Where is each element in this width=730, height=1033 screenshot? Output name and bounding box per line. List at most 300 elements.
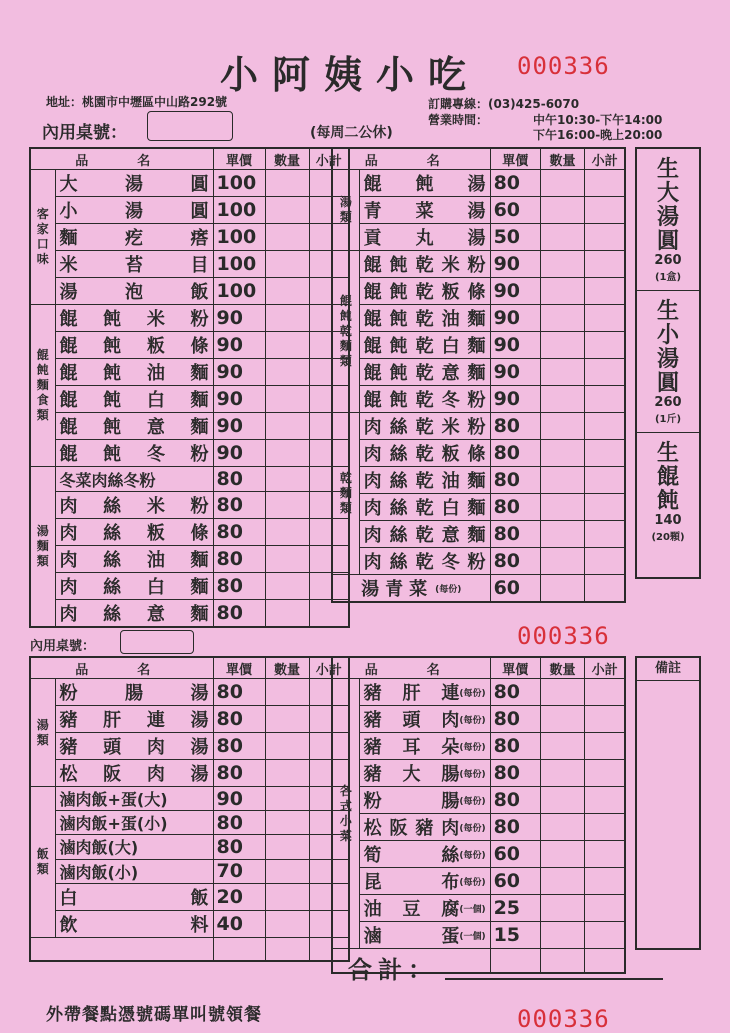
item-price: 80 — [213, 492, 265, 519]
item-price: 80 — [213, 546, 265, 573]
shop-title: 小阿姨小吃 — [220, 52, 481, 97]
item-name: 湯青菜 (每份) — [332, 575, 490, 603]
qty-cell[interactable] — [265, 386, 309, 413]
qty-cell[interactable] — [265, 937, 309, 961]
item-name: 肉 絲 乾 意 麵 — [359, 521, 490, 548]
qty-cell[interactable] — [265, 573, 309, 600]
subtotal-cell[interactable] — [585, 575, 625, 603]
serial-number-top: 000336 — [517, 52, 610, 80]
qty-cell[interactable] — [540, 895, 584, 922]
item-price: 80 — [490, 467, 540, 494]
raw-item-price: 260 — [654, 253, 682, 268]
portion-tag: (每份) — [459, 877, 486, 888]
item-price: 80 — [213, 519, 265, 546]
raw-item[interactable] — [637, 291, 699, 433]
item-price: 80 — [213, 679, 265, 706]
qty-cell[interactable] — [265, 413, 309, 440]
qty-cell[interactable] — [540, 197, 584, 224]
item-name: 湯 泡 飯 — [55, 278, 213, 305]
item-name: 肉 絲 乾 粄 條 — [359, 440, 490, 467]
menu-row — [30, 197, 349, 224]
subtotal-cell[interactable] — [585, 706, 625, 733]
item-price: 90 — [490, 278, 540, 305]
menu-row — [30, 305, 349, 332]
menu-row — [30, 835, 349, 859]
hours-label: 營業時間： — [428, 113, 489, 127]
qty-cell[interactable] — [540, 868, 584, 895]
menu-row — [332, 922, 625, 949]
item-price: 70 — [213, 859, 265, 883]
qty-cell[interactable] — [265, 224, 309, 251]
raw-item[interactable] — [637, 433, 699, 573]
item-price: 100 — [213, 278, 265, 305]
col-qty: 數量 — [265, 148, 309, 170]
item-price: 80 — [490, 170, 540, 197]
qty-cell[interactable] — [265, 546, 309, 573]
subtotal-cell[interactable] — [585, 467, 625, 494]
item-price: 60 — [490, 841, 540, 868]
category-label: 乾麵類 — [332, 413, 359, 575]
item-name: 肉 絲 米 粉 — [55, 492, 213, 519]
item-name: 飲 料 — [55, 910, 213, 937]
item-price: 25 — [490, 895, 540, 922]
item-price: 80 — [490, 440, 540, 467]
qty-cell[interactable] — [265, 467, 309, 492]
qty-cell[interactable] — [265, 197, 309, 224]
menu-row — [30, 600, 349, 628]
raw-item-price: 140 — [654, 513, 682, 528]
qty-cell[interactable] — [540, 467, 584, 494]
item-price: 90 — [213, 787, 265, 811]
table-number-input-bottom[interactable] — [120, 630, 194, 654]
menu-row — [332, 440, 625, 467]
item-price: 80 — [490, 521, 540, 548]
item-name: 餛 飩 乾 米 粉 — [359, 251, 490, 278]
category-label: 飯類 — [30, 787, 55, 938]
blank-cell[interactable] — [213, 937, 265, 961]
subtotal-cell[interactable] — [585, 413, 625, 440]
qty-cell[interactable] — [265, 440, 309, 467]
item-name: 餛 飩 乾 意 麵 — [359, 359, 490, 386]
qty-cell[interactable] — [265, 910, 309, 937]
subtotal-cell[interactable] — [585, 679, 625, 706]
item-price: 90 — [490, 332, 540, 359]
item-price: 80 — [490, 787, 540, 814]
category-label: 客家口味 — [30, 170, 55, 305]
menu-row — [332, 706, 625, 733]
item-name: 昆 布 (每份) — [359, 868, 490, 895]
portion-tag: (每份) — [459, 823, 486, 834]
subtotal-cell[interactable] — [585, 251, 625, 278]
item-price: 80 — [490, 760, 540, 787]
subtotal-cell[interactable] — [585, 760, 625, 787]
item-price: 60 — [490, 575, 540, 603]
menu-row — [332, 467, 625, 494]
item-name: 小 湯 圓 — [55, 197, 213, 224]
address: 地址：桃園市中壢區中山路292號 — [46, 95, 228, 109]
blank-cell[interactable] — [490, 949, 540, 973]
item-name: 餛 飩 米 粉 — [55, 305, 213, 332]
subtotal-cell[interactable] — [585, 197, 625, 224]
qty-cell[interactable] — [265, 170, 309, 197]
item-price: 80 — [213, 706, 265, 733]
qty-cell[interactable] — [265, 492, 309, 519]
qty-cell[interactable] — [540, 440, 584, 467]
item-name: 肉 絲 乾 油 麵 — [359, 467, 490, 494]
item-price: 60 — [490, 868, 540, 895]
menu-row — [30, 811, 349, 835]
qty-cell[interactable] — [265, 811, 309, 835]
subtotal-cell[interactable] — [585, 224, 625, 251]
col-price: 單價 — [490, 657, 540, 679]
item-name: 滷 蛋 (一個) — [359, 922, 490, 949]
menu-row — [332, 305, 625, 332]
item-name: 餛 飩 白 麵 — [55, 386, 213, 413]
item-name: 豬 頭 肉 (每份) — [359, 706, 490, 733]
subtotal-cell[interactable] — [585, 494, 625, 521]
col-price: 單價 — [213, 148, 265, 170]
qty-cell[interactable] — [265, 787, 309, 811]
item-price: 60 — [490, 197, 540, 224]
item-name: 油 豆 腐 (一個) — [359, 895, 490, 922]
portion-tag: (每份) — [459, 742, 486, 753]
qty-cell[interactable] — [265, 706, 309, 733]
item-price: 80 — [490, 706, 540, 733]
category-label: 湯類 — [332, 170, 359, 251]
qty-cell[interactable] — [540, 359, 584, 386]
qty-cell[interactable] — [540, 922, 584, 949]
subtotal-cell[interactable] — [585, 868, 625, 895]
menu-row — [332, 278, 625, 305]
qty-cell[interactable] — [540, 760, 584, 787]
portion-tag: (每份) — [459, 850, 486, 861]
menu-row — [30, 440, 349, 467]
qty-cell[interactable] — [540, 386, 584, 413]
qty-cell[interactable] — [540, 332, 584, 359]
raw-item-price: 260 — [654, 395, 682, 410]
menu-row — [30, 546, 349, 573]
item-price: 80 — [490, 733, 540, 760]
item-name: 筍 絲 (每份) — [359, 841, 490, 868]
item-name: 肉 絲 乾 白 麵 — [359, 494, 490, 521]
item-name: 冬菜肉絲冬粉 — [55, 467, 213, 492]
item-price: 90 — [490, 386, 540, 413]
table-number-input[interactable] — [147, 111, 233, 141]
qty-cell[interactable] — [265, 835, 309, 859]
item-name: 豬 肝 連 (每份) — [359, 679, 490, 706]
col-subtotal: 小計 — [309, 148, 349, 170]
category-label: 各式小菜 — [332, 679, 359, 949]
item-name: 滷肉飯+蛋(小) — [55, 811, 213, 835]
hours-evening: 下午16:00-晚上20:00 — [533, 128, 663, 142]
qty-cell[interactable] — [540, 575, 584, 603]
subtotal-cell[interactable] — [585, 170, 625, 197]
qty-cell[interactable] — [540, 224, 584, 251]
subtotal-cell[interactable] — [585, 814, 625, 841]
portion-tag: (每份) — [435, 584, 462, 595]
qty-cell[interactable] — [265, 251, 309, 278]
qty-cell[interactable] — [265, 600, 309, 628]
col-subtotal: 小計 — [585, 148, 625, 170]
menu-row — [332, 494, 625, 521]
item-name: 肉 絲 乾 米 粉 — [359, 413, 490, 440]
item-price: 80 — [213, 733, 265, 760]
col-item: 品 名 — [332, 657, 490, 679]
menu-row — [30, 359, 349, 386]
item-price: 15 — [490, 922, 540, 949]
qty-cell[interactable] — [265, 359, 309, 386]
col-item: 品 名 — [332, 148, 490, 170]
item-price: 50 — [490, 224, 540, 251]
category-label: 湯類 — [30, 679, 55, 787]
item-price: 80 — [490, 413, 540, 440]
item-name: 肉 絲 意 麵 — [55, 600, 213, 628]
qty-cell[interactable] — [265, 519, 309, 546]
subtotal-cell[interactable] — [585, 521, 625, 548]
portion-tag: (一個) — [459, 904, 486, 915]
qty-cell[interactable] — [540, 949, 584, 973]
category-label: 餛飩麵食類 — [30, 305, 55, 467]
raw-item-name: 生大湯圓 — [656, 156, 679, 254]
menu-row — [30, 224, 349, 251]
subtotal-cell[interactable] — [585, 841, 625, 868]
menu-row — [30, 251, 349, 278]
menu-row — [332, 868, 625, 895]
menu-row — [332, 332, 625, 359]
menu-row — [332, 548, 625, 575]
subtotal-cell[interactable] — [585, 332, 625, 359]
menu-row — [30, 760, 349, 787]
item-name: 白 飯 — [55, 883, 213, 910]
menu-row — [30, 492, 349, 519]
portion-tag: (每份) — [459, 715, 486, 726]
item-price: 80 — [213, 811, 265, 835]
item-name: 粉 腸 (每份) — [359, 787, 490, 814]
item-name: 粉 腸 湯 — [55, 679, 213, 706]
qty-cell[interactable] — [540, 494, 584, 521]
item-price: 80 — [213, 835, 265, 859]
qty-cell[interactable] — [265, 859, 309, 883]
total-line[interactable] — [445, 978, 663, 980]
col-subtotal: 小計 — [309, 657, 349, 679]
item-price: 20 — [213, 883, 265, 910]
subtotal-cell[interactable] — [585, 386, 625, 413]
menu-row — [332, 197, 625, 224]
item-name: 豬 耳 朵 (每份) — [359, 733, 490, 760]
item-name: 豬 大 腸 (每份) — [359, 760, 490, 787]
subtotal-cell[interactable] — [585, 359, 625, 386]
item-price: 90 — [490, 305, 540, 332]
item-name: 肉 絲 乾 冬 粉 — [359, 548, 490, 575]
qty-cell[interactable] — [265, 760, 309, 787]
qty-cell[interactable] — [540, 305, 584, 332]
qty-cell[interactable] — [265, 679, 309, 706]
col-qty: 數量 — [540, 148, 584, 170]
item-price: 90 — [213, 386, 265, 413]
item-price: 90 — [213, 332, 265, 359]
closed-day-note: (每周二公休) — [310, 125, 393, 141]
item-price: 90 — [213, 305, 265, 332]
item-name: 餛 飩 冬 粉 — [55, 440, 213, 467]
item-name: 餛 飩 乾 冬 粉 — [359, 386, 490, 413]
qty-cell[interactable] — [540, 521, 584, 548]
col-item: 品 名 — [30, 657, 213, 679]
item-name: 松 阪 肉 湯 — [55, 760, 213, 787]
qty-cell[interactable] — [540, 679, 584, 706]
portion-tag: (一個) — [459, 931, 486, 942]
menu-row — [30, 386, 349, 413]
qty-cell[interactable] — [265, 883, 309, 910]
item-name: 餛 飩 乾 粄 條 — [359, 278, 490, 305]
category-label: 湯麵類 — [30, 467, 55, 628]
subtotal-cell[interactable] — [585, 305, 625, 332]
item-price: 40 — [213, 910, 265, 937]
table-number-label: 內用桌號： — [42, 123, 127, 143]
qty-cell[interactable] — [540, 548, 584, 575]
total-label: 合計： — [348, 956, 438, 984]
menu-row — [332, 841, 625, 868]
item-name: 餛 飩 粄 條 — [55, 332, 213, 359]
item-name: 豬 肝 連 湯 — [55, 706, 213, 733]
menu-row — [30, 332, 349, 359]
item-price: 90 — [213, 359, 265, 386]
qty-cell[interactable] — [265, 278, 309, 305]
item-price: 80 — [213, 600, 265, 628]
subtotal-cell[interactable] — [585, 548, 625, 575]
menu-row — [332, 224, 625, 251]
qty-cell[interactable] — [540, 841, 584, 868]
menu-row — [332, 679, 625, 706]
col-price: 單價 — [213, 657, 265, 679]
col-item: 品 名 — [30, 148, 213, 170]
raw-item[interactable] — [637, 149, 699, 291]
item-price: 90 — [213, 440, 265, 467]
menu-row — [30, 706, 349, 733]
menu-row — [332, 787, 625, 814]
menu-row — [30, 883, 349, 910]
item-name: 肉 絲 粄 條 — [55, 519, 213, 546]
blank-cell[interactable] — [30, 937, 213, 961]
item-price: 100 — [213, 251, 265, 278]
remarks-panel[interactable] — [635, 656, 701, 950]
item-price: 90 — [213, 413, 265, 440]
menu-table-right — [331, 147, 626, 603]
table-number-label-bottom: 內用桌號： — [30, 639, 96, 654]
item-name: 貢 丸 湯 — [359, 224, 490, 251]
item-price: 100 — [213, 197, 265, 224]
serial-number-bottom: 000336 — [517, 1005, 610, 1033]
item-name: 肉 絲 油 麵 — [55, 546, 213, 573]
item-name: 松 阪 豬 肉 (每份) — [359, 814, 490, 841]
raw-item-name: 生餛飩 — [656, 440, 679, 514]
menu-row — [332, 895, 625, 922]
takeout-notice: 外帶餐點憑號碼單叫號領餐 — [46, 1005, 262, 1025]
menu-row — [332, 733, 625, 760]
qty-cell[interactable] — [265, 305, 309, 332]
subtotal-cell[interactable] — [585, 733, 625, 760]
qty-cell[interactable] — [540, 706, 584, 733]
menu-row — [30, 859, 349, 883]
menu-table-bottom-right — [331, 656, 626, 974]
item-name: 餛 飩 油 麵 — [55, 359, 213, 386]
item-price: 80 — [490, 548, 540, 575]
qty-cell[interactable] — [540, 787, 584, 814]
hours-noon: 中午10:30-下午14:00 — [533, 113, 663, 127]
menu-row — [30, 278, 349, 305]
remarks-label: 備註 — [637, 658, 699, 681]
qty-cell[interactable] — [265, 332, 309, 359]
qty-cell[interactable] — [540, 251, 584, 278]
item-price: 80 — [490, 679, 540, 706]
menu-table-left — [29, 147, 350, 628]
item-name: 肉 絲 白 麵 — [55, 573, 213, 600]
menu-row — [332, 413, 625, 440]
menu-row — [332, 251, 625, 278]
item-price: 90 — [490, 359, 540, 386]
item-name: 餛 飩 乾 油 麵 — [359, 305, 490, 332]
item-price: 80 — [213, 467, 265, 492]
qty-cell[interactable] — [540, 170, 584, 197]
qty-cell[interactable] — [540, 278, 584, 305]
subtotal-cell[interactable] — [585, 895, 625, 922]
qty-cell[interactable] — [265, 733, 309, 760]
item-price: 100 — [213, 170, 265, 197]
item-name: 青 菜 湯 — [359, 197, 490, 224]
item-price: 90 — [490, 251, 540, 278]
menu-row — [30, 519, 349, 546]
menu-row — [30, 467, 349, 492]
portion-tag: (每份) — [459, 769, 486, 780]
item-name: 米 苔 目 — [55, 251, 213, 278]
item-price: 80 — [490, 494, 540, 521]
raw-item-name: 生小湯圓 — [656, 298, 679, 396]
order-phone: 訂購專線：(03)425-6070 — [428, 97, 580, 111]
subtotal-cell[interactable] — [585, 949, 625, 973]
raw-item-unit: (1盒) — [654, 272, 682, 283]
item-price: 100 — [213, 224, 265, 251]
item-name: 滷肉飯+蛋(大) — [55, 787, 213, 811]
item-name: 餛 飩 乾 白 麵 — [359, 332, 490, 359]
col-qty: 數量 — [265, 657, 309, 679]
col-price: 單價 — [490, 148, 540, 170]
menu-row — [30, 170, 349, 197]
menu-row — [332, 760, 625, 787]
item-name: 滷肉飯(小) — [55, 859, 213, 883]
menu-table-bottom-left — [29, 656, 350, 962]
item-price: 80 — [213, 760, 265, 787]
subtotal-cell[interactable] — [585, 922, 625, 949]
subtotal-cell[interactable] — [585, 278, 625, 305]
raw-items-panel — [635, 147, 701, 579]
menu-row — [332, 575, 625, 603]
item-name: 豬 頭 肉 湯 — [55, 733, 213, 760]
col-qty: 數量 — [540, 657, 584, 679]
menu-row — [30, 573, 349, 600]
qty-cell[interactable] — [540, 733, 584, 760]
item-price: 80 — [490, 814, 540, 841]
menu-row — [30, 910, 349, 937]
qty-cell[interactable] — [540, 814, 584, 841]
qty-cell[interactable] — [540, 413, 584, 440]
menu-row — [30, 679, 349, 706]
menu-row — [332, 386, 625, 413]
subtotal-cell[interactable] — [585, 440, 625, 467]
subtotal-cell[interactable] — [309, 600, 349, 628]
menu-row — [332, 521, 625, 548]
subtotal-cell[interactable] — [585, 787, 625, 814]
item-name: 麵 疙 瘩 — [55, 224, 213, 251]
menu-row — [30, 413, 349, 440]
